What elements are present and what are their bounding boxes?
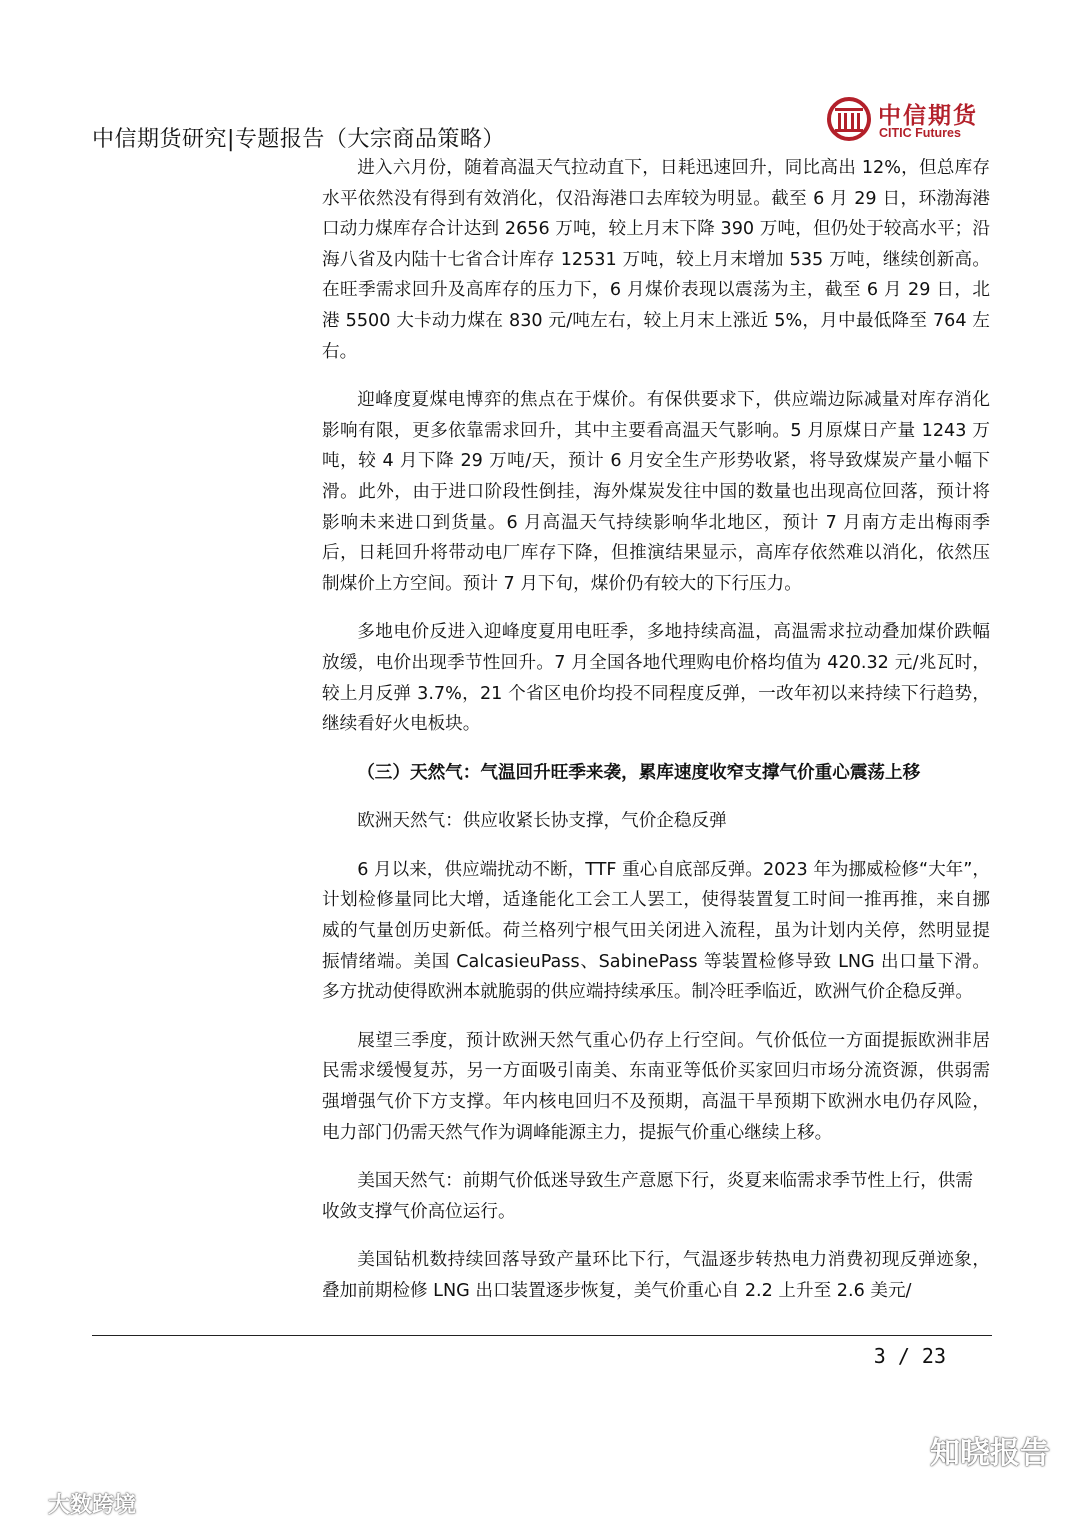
logo-chinese-name: 中信期货 <box>878 103 978 129</box>
subsection-title: 美国天然气：前期气价低迷导致生产意愿下行，炎夏来临需求季节性上行，供需收敛支撑气价高位运行。 <box>322 1171 973 1222</box>
citic-logo-icon <box>826 96 872 142</box>
paragraph: 美国钻机数持续回落导致产量环比下行，气温逐步转热电力消费初现反弹迹象，叠加前期检修 LNG 出口装置逐步恢复，美气价重心自 2.2 上升至 2.6 美元/ <box>322 1250 990 1301</box>
paragraph: 6 月以来，供应端扰动不断，TTF 重心自底部反弹。2023 年为挪威检修“大年”，计划检修量同比大增，适逢能化工会工人罢工，使得装置复工时间一推再推，来自挪威的气量创历史新低。荷兰格列宁根气田关闭进入流程，虽为计划内关停，然明显提振情绪端。美国 CalcasieuPass、SabinePass 等装置检修导致 LNG 出口量下滑。多方扰动使得欧洲本就脆弱的供应端持续承压。制冷旺季临近，欧洲气价企稳反弹。 <box>322 859 990 1003</box>
paragraph: 迎峰度夏煤电博弈的焦点在于煤价。有保供要求下，供应端边际减量对库存消化影响有限，更多依靠需求回升，其中主要看高温天气影响。5 月原煤日产量 1243 万吨，较 4 月下降 29 万吨/天，预计 6 月安全生产形势收紧，将导致煤炭产量小幅下滑。此外，由于进口阶段性倒挂，海外煤炭发往中国的数量也出现高位回落，预计将影响未来进口到货量。6 月高温天气持续影响华北地区，预计 7 月南方走出梅雨季后，日耗回升将带动电厂库存下降，但推演结果显示，高库存依然难以消化，依然压制煤价上方空间。预计 7 月下旬，煤价仍有较大的下行压力。 <box>322 390 990 594</box>
watermark-left <box>8 1488 136 1519</box>
paragraph: 进入六月份，随着高温天气拉动直下，日耗迅速回升，同比高出 12%，但总库存水平依然没有得到有效消化，仅沿海港口去库较为明显。截至 6 月 29 日，环渤海港口动力煤库存合计达到 2656 万吨，较上月末下降 390 万吨，但仍处于较高水平；沿海八省及内陆十七省合计库存 12531 万吨，较上月末增加 535 万吨，继续创新高。在旺季需求回升及高库存的压力下，6 月煤价表现以震荡为主，截至 6 月 29 日，北港 5500 大卡动力煤在 830 元/吨左右，较上月末上涨近 5%，月中最低降至 764 左右。 <box>322 158 990 362</box>
paragraph: 多地电价反进入迎峰度夏用电旺季，多地持续高温，高温需求拉动叠加煤价跌幅放缓，电价出现季节性回升。7 月全国各地代理购电价格均值为 420.32 元/兆瓦时，较上月反弹 3.7%，21 个省区电价均投不同程度反弹，一改年初以来持续下行趋势，继续看好火电板块。 <box>322 622 990 735</box>
report-header-title: 中信期货研究|专题报告（大宗商品策略） <box>92 127 505 152</box>
citic-logo <box>826 96 986 146</box>
subsection-title: 欧洲天然气：供应收紧长协支撑，气价企稳反弹 <box>357 811 727 832</box>
watermark-right <box>882 1428 1050 1472</box>
weibo-icon <box>8 1491 42 1517</box>
footer-divider <box>92 1335 992 1336</box>
watermark-right-text: 知晓报告 <box>930 1436 1050 1471</box>
wechat-icon <box>882 1433 922 1467</box>
paragraph: 展望三季度，预计欧洲天然气重心仍存上行空间。气价低位一方面提振欧洲非居民需求缓慢复苏，另一方面吸引南美、东南亚等低价买家回归市场分流资源，供弱需强增强气价下方支撑。年内核电回归不及预期，高温干旱预期下欧洲水电仍存风险，电力部门仍需天然气作为调峰能源主力，提振气价重心继续上移。 <box>322 1030 990 1143</box>
logo-english-name: CITIC Futures <box>879 126 961 140</box>
watermark-left-text: 大数跨境 <box>48 1493 137 1518</box>
page-number: 3 / 23 <box>873 1344 946 1368</box>
report-body <box>322 153 990 1325</box>
section-heading: （三）天然气：气温回升旺季来袭，累库速度收窄支撑气价重心震荡上移 <box>357 762 921 783</box>
